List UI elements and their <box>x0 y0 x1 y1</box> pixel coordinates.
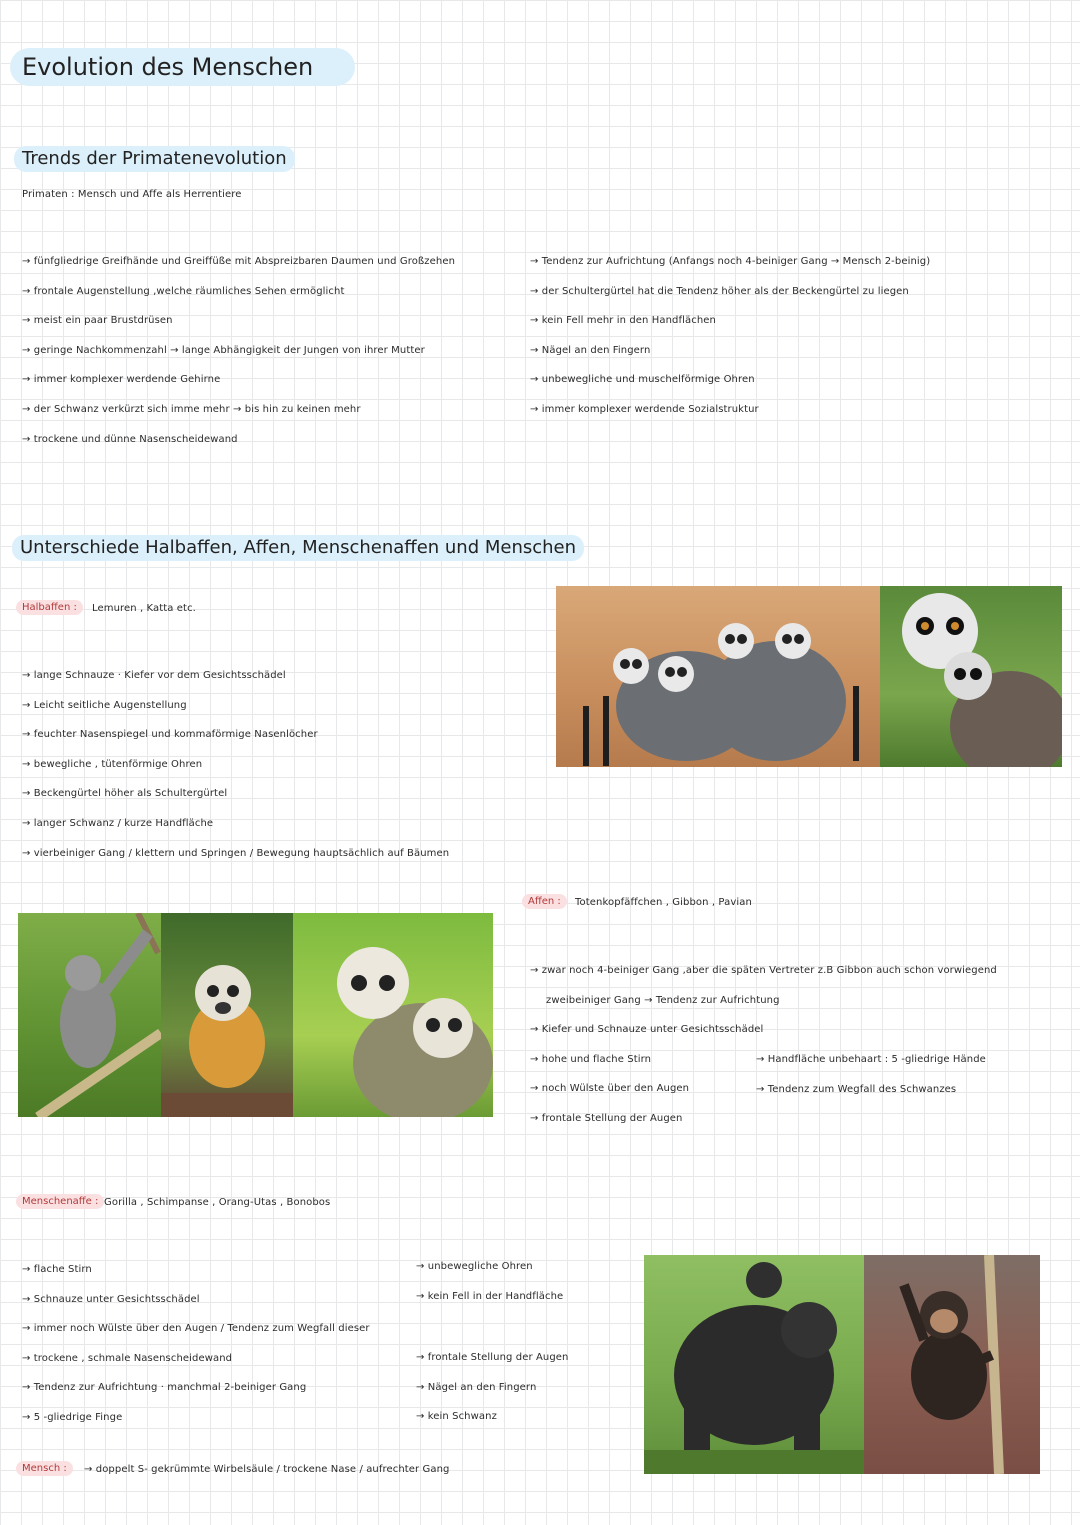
menschenaffen-tag: Menschenaffe : <box>16 1194 104 1209</box>
menschenaffen-list <box>22 1255 370 1433</box>
list-item: → Tendenz zur Aufrichtung · manchmal 2-beiniger Gang <box>22 1382 307 1394</box>
list-item: → Leicht seitliche Augenstellung <box>22 699 187 711</box>
halbaffen-tag: Halbaffen : <box>16 600 83 615</box>
list-item: → immer noch Wülste über den Augen / Tendenz zum Wegfall dieser <box>22 1323 370 1335</box>
list-item: → meist ein paar Brustdrüsen <box>22 315 173 327</box>
list-item: → zwar noch 4-beiniger Gang ,aber die späten Vertreter z.B Gibbon auch schon vorwiegend <box>530 965 997 976</box>
lemur-group-photo <box>556 586 880 767</box>
list-item: → Nägel an den Fingern <box>416 1381 537 1393</box>
list-item: → bewegliche , tütenförmige Ohren <box>22 758 203 770</box>
list-item: → vierbeiniger Gang / klettern und Springen / Bewegung hauptsächlich auf Bäumen <box>22 847 450 859</box>
list-item: → feuchter Nasenspiegel und kommaförmige Nasenlöcher <box>22 729 318 741</box>
list-item: → Kiefer und Schnauze unter Gesichtsschädel <box>530 1024 764 1036</box>
list-item: → fünfgliedrige Greifhände und Greiffüße mit Abspreizbaren Daumen und Großzehen <box>22 256 456 267</box>
affen-tag: Affen : <box>522 894 567 909</box>
gibbon-photo <box>18 913 161 1117</box>
list-item: → der Schultergürtel hat die Tendenz höher als der Beckengürtel zu liegen <box>530 285 909 297</box>
list-item: → lange Schnauze · Kiefer vor dem Gesichtsschädel <box>22 670 286 681</box>
differences-heading: Unterschiede Halbaffen, Affen, Menschenaffen und Menschen <box>12 535 584 561</box>
list-item: → hohe und flache Stirn <box>530 1053 652 1065</box>
list-item: → unbewegliche Ohren <box>416 1261 533 1272</box>
list-item: → noch Wülste über den Augen <box>530 1083 690 1095</box>
gorilla-illustration <box>644 1255 864 1474</box>
mensch-text: → doppelt S- gekrümmte Wirbelsäule / trockene Nase / aufrechter Gang <box>84 1464 450 1475</box>
list-item: → geringe Nachkommenzahl → lange Abhängigkeit der Jungen von ihrer Mutter <box>22 344 425 356</box>
list-item: → unbewegliche und muschelförmige Ohren <box>530 374 755 386</box>
list-item: → der Schwanz verkürzt sich imme mehr → bis hin zu keinen mehr <box>22 403 361 415</box>
squirrel-monkey-illustration <box>161 913 293 1117</box>
halbaffen-examples: Lemuren , Katta etc. <box>92 603 196 614</box>
halbaffen-list <box>22 661 449 868</box>
lemur-group-illustration <box>556 586 880 767</box>
list-item: → immer komplexer werdende Sozialstruktur <box>530 403 759 415</box>
list-item: → 5 -gliedrige Finge <box>22 1411 123 1423</box>
trends-intro: Primaten : Mensch und Affe als Herrentiere <box>22 189 242 200</box>
chimpanzee-photo <box>864 1255 1040 1474</box>
list-item: → immer komplexer werdende Gehirne <box>22 374 221 386</box>
chimpanzee-illustration <box>864 1255 1040 1474</box>
gibbon-illustration <box>18 913 161 1117</box>
squirrel-monkey-photo <box>161 913 293 1117</box>
list-item: → Handfläche unbehaart : 5 -gliedrige Hände <box>756 1054 986 1065</box>
list-item: → Beckengürtel höher als Schultergürtel <box>22 788 228 800</box>
list-item: → frontale Stellung der Augen <box>530 1112 683 1124</box>
list-item: → kein Schwanz <box>416 1411 497 1423</box>
list-item: → flache Stirn <box>22 1264 92 1275</box>
list-item: → trockene , schmale Nasenscheidewand <box>22 1352 233 1364</box>
squirrel-monkeys-pair-illustration <box>293 913 493 1117</box>
list-item: → trockene und dünne Nasenscheidewand <box>22 433 238 445</box>
lemur-mother-illustration <box>880 586 1062 767</box>
affen-list-right <box>756 1045 986 1104</box>
affen-examples: Totenkopfäffchen , Gibbon , Pavian <box>575 897 752 908</box>
trends-left-list <box>22 247 455 454</box>
menschenaffen-list-right-bottom <box>416 1343 568 1432</box>
list-item: → Tendenz zur Aufrichtung (Anfangs noch 4-beiniger Gang → Mensch 2-beinig) <box>530 256 931 267</box>
list-item: → frontale Augenstellung ,welche räumliches Sehen ermöglicht <box>22 285 345 297</box>
list-item: → kein Fell mehr in den Handflächen <box>530 315 716 327</box>
list-item: → frontale Stellung der Augen <box>416 1352 569 1363</box>
list-item: → Tendenz zum Wegfall des Schwanzes <box>756 1083 957 1095</box>
list-item: zweibeiniger Gang → Tendenz zur Aufrichtung <box>546 994 780 1006</box>
list-item: → Schnauze unter Gesichtsschädel <box>22 1293 200 1305</box>
menschenaffen-list-right-top <box>416 1252 563 1311</box>
list-item: → Nägel an den Fingern <box>530 344 651 356</box>
lemur-mother-photo <box>880 586 1062 767</box>
trends-right-list <box>530 247 930 425</box>
page-title: Evolution des Menschen <box>10 48 355 86</box>
squirrel-monkeys-pair-photo <box>293 913 493 1117</box>
mensch-tag: Mensch : <box>16 1461 73 1476</box>
trends-heading: Trends der Primatenevolution <box>14 146 295 172</box>
gorilla-photo <box>644 1255 864 1474</box>
menschenaffen-examples: Gorilla , Schimpanse , Orang-Utas , Bonobos <box>104 1197 331 1208</box>
list-item: → kein Fell in der Handfläche <box>416 1290 564 1302</box>
list-item: → langer Schwanz / kurze Handfläche <box>22 817 214 829</box>
